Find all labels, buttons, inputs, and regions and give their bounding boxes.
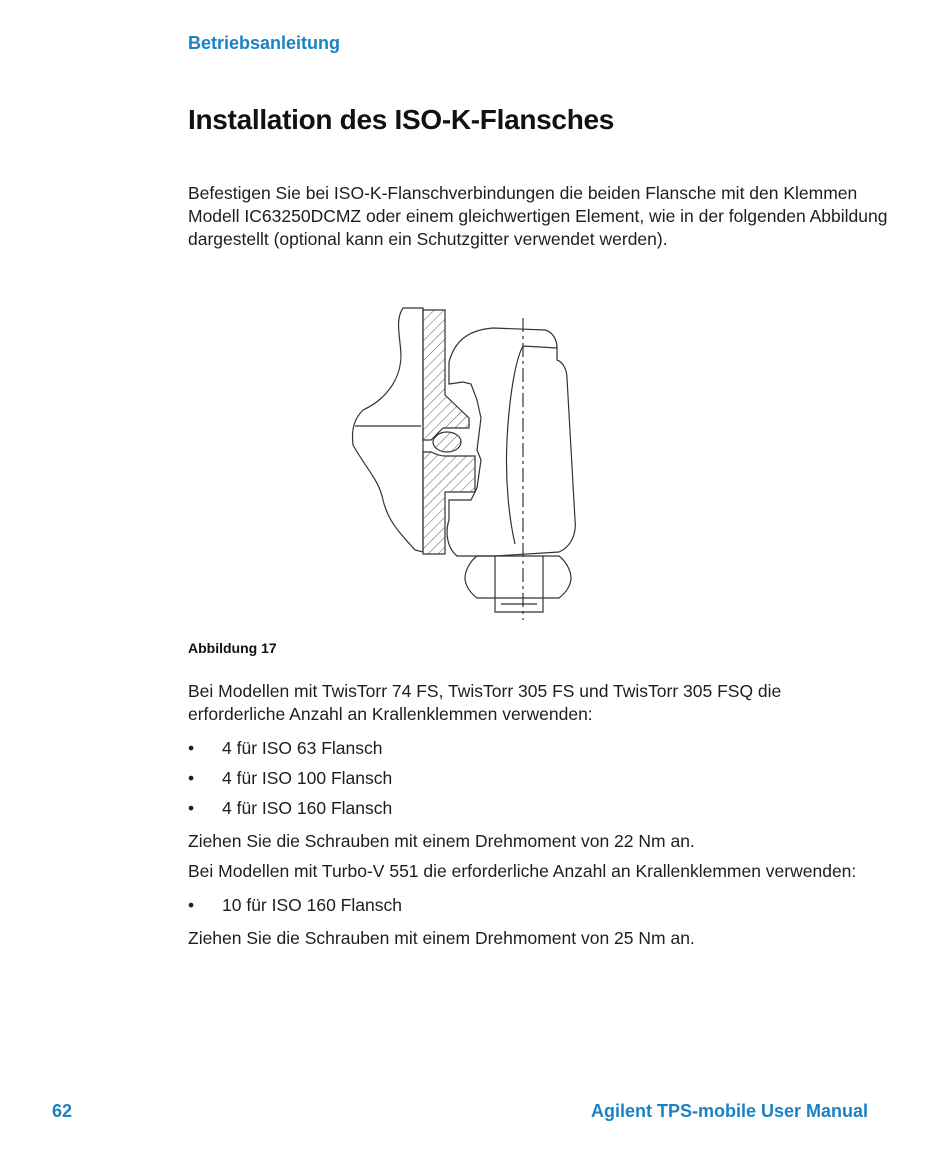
header-title: Betriebsanleitung <box>188 33 341 53</box>
flange-clamp-drawing <box>345 300 585 622</box>
turbo-paragraph: Bei Modellen mit Turbo-V 551 die erforderliche Anzahl an Krallenklemmen verwenden: <box>188 861 857 881</box>
list-item: • 4 für ISO 63 Flansch <box>188 733 868 763</box>
turbo-list <box>188 890 868 920</box>
list-item: • 4 für ISO 100 Flansch <box>188 763 868 793</box>
nut <box>465 556 571 598</box>
bolt-end <box>495 598 543 612</box>
footer-title: Agilent TPS-mobile User Manual <box>590 1101 868 1121</box>
twistorr-list <box>188 733 868 823</box>
left-flange-body <box>352 308 423 552</box>
bullet-icon: • <box>188 768 195 788</box>
twistorr-paragraph: Bei Modellen mit TwisTorr 74 FS, TwisTorr 305 FS und TwisTorr 305 FSQ die erforderliche Anzahl an Krallenklemmen verwenden: <box>188 681 782 724</box>
bullet-icon: • <box>188 738 195 758</box>
bullet-icon: • <box>188 895 195 915</box>
figure-caption: Abbildung 17 <box>188 640 277 656</box>
intro-paragraph: Befestigen Sie bei ISO-K-Flanschverbindungen die beiden Flansche mit den Klemmen Modell IC63250DCMZ oder einem gleichwertigen Element, wie in der folgenden Abbildung dargestellt (optional kann ein Schutzgitter verwendet werden). <box>188 183 888 249</box>
twistorr-torque: Ziehen Sie die Schrauben mit einem Drehmoment von 22 Nm an. <box>188 831 695 851</box>
list-item: • 10 für ISO 160 Flansch <box>188 890 868 920</box>
upper-flange-section <box>423 310 469 440</box>
turbo-torque: Ziehen Sie die Schrauben mit einem Drehmoment von 25 Nm an. <box>188 928 695 948</box>
page-title: Installation des ISO-K-Flansches <box>188 104 615 135</box>
list-item: • 4 für ISO 160 Flansch <box>188 793 868 823</box>
clamp-instructions <box>188 680 868 957</box>
bullet-icon: • <box>188 798 195 818</box>
flange-clamp-figure <box>345 300 585 622</box>
o-ring <box>433 432 461 452</box>
page-number: 62 <box>52 1101 73 1121</box>
